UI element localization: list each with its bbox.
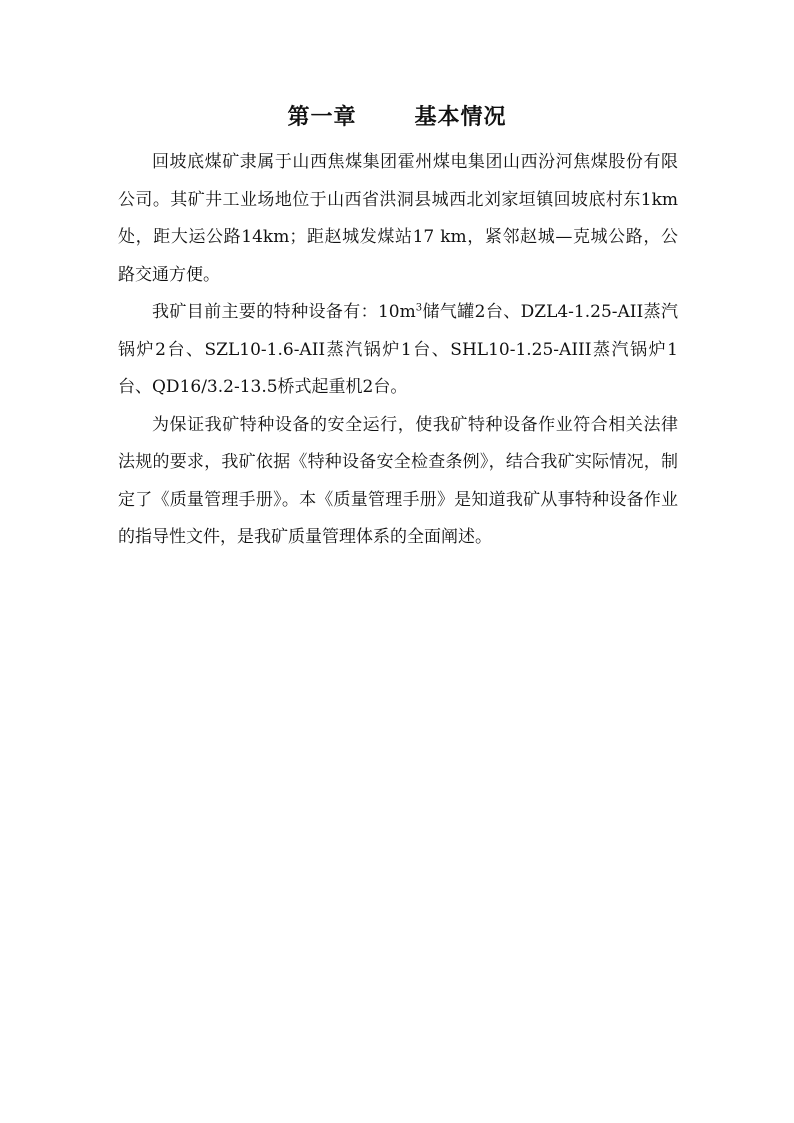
equipment-text-end: 储气罐2台、DZL4-1.25-AII蒸汽锅炉2台、SZL10-1.6-AII蒸汽锅炉1台、SHL10-1.25-AIII蒸汽锅炉1台、QD16/3.2-13.5桥式起重机2台。 xyxy=(118,302,678,397)
equipment-text-start: 我矿目前主要的特种设备有：10m xyxy=(152,302,416,322)
paragraph-mine-overview: 回坡底煤矿隶属于山西焦煤集团霍州煤电集团山西汾河焦煤股份有限公司。其矿井工业场地位于山西省洪洞县城西北刘家垣镇回坡底村东1km处，距大运公路14km；距赵城发煤站17 km，紧邻赵城—克城公路，公路交通方便。 xyxy=(118,152,678,285)
paragraph-special-equipment xyxy=(118,294,678,407)
paragraph-quality-manual: 为保证我矿特种设备的安全运行，使我矿特种设备作业符合相关法律法规的要求，我矿依据《特种设备安全检查条例》，结合我矿实际情况，制定了《质量管理手册》。本《质量管理手册》是知道我矿从事特种设备作业的指导性文件，是我矿质量管理体系的全面阐述。 xyxy=(118,414,678,547)
chapter-number: 第一章 xyxy=(287,104,357,130)
document-body xyxy=(118,144,678,557)
page-title xyxy=(0,101,794,133)
cubic-superscript: 3 xyxy=(415,302,423,314)
chapter-heading: 基本情况 xyxy=(414,104,507,130)
